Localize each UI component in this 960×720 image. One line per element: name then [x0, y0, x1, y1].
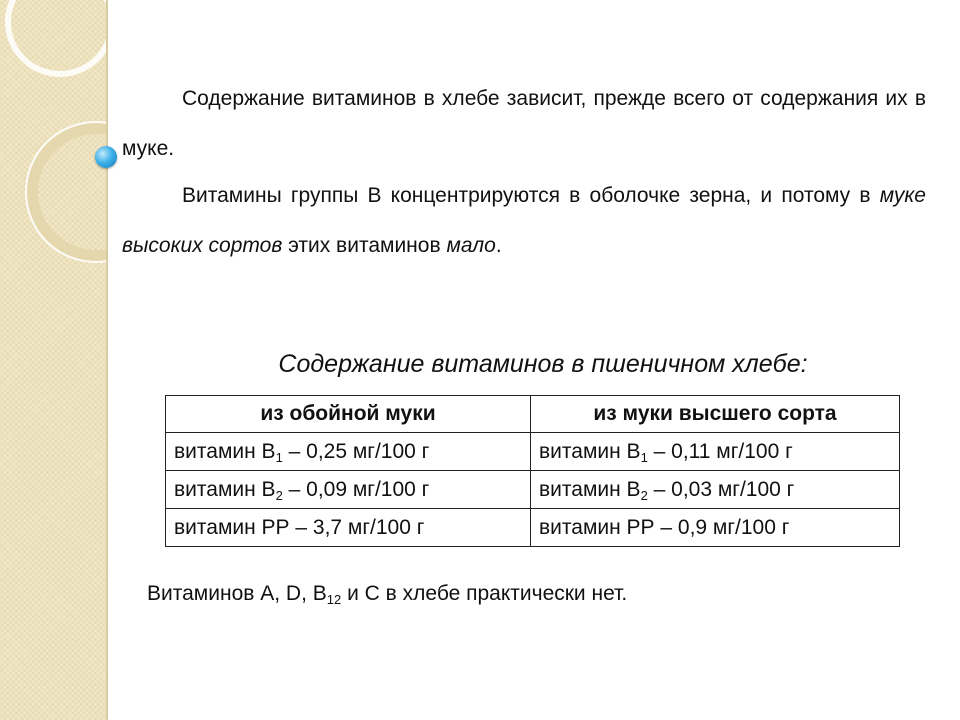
- table-header-row: [166, 396, 900, 433]
- table-row: [166, 509, 900, 547]
- cell-text: витамин В: [539, 439, 641, 463]
- emphasis-little: мало: [446, 234, 496, 257]
- cell-text: витамин В: [174, 439, 276, 463]
- table-cell: [531, 509, 900, 547]
- header-wholemeal-flour: из обойной муки: [166, 396, 531, 433]
- paragraph-text: Витамины группы В концентрируются в оболочке зерна, и потому в: [182, 184, 880, 207]
- cell-text: витамин В: [539, 477, 641, 501]
- cell-subscript: 2: [640, 487, 648, 503]
- note-text: Витаминов А, D, В: [147, 582, 327, 605]
- cell-text: – 0,03 мг/100 г: [647, 477, 795, 501]
- cell-text: витамин В: [174, 477, 276, 501]
- table-row: [166, 471, 900, 509]
- cell-subscript: 1: [275, 449, 283, 465]
- paragraph-text: .: [495, 234, 502, 257]
- intro-paragraph: Содержание витаминов в хлебе зависит, прежде всего от содержания их в муке.: [122, 87, 926, 160]
- cell-text: – 0,09 мг/100 г: [282, 477, 430, 501]
- decorative-side-strip: [0, 0, 108, 720]
- vitamin-b-paragraph: [122, 171, 926, 271]
- cell-text: – 0,11 мг/100 г: [647, 439, 793, 463]
- cell-subscript: 1: [640, 449, 648, 465]
- header-premium-flour: из муки высшего сорта: [531, 396, 900, 433]
- note-subscript: 12: [326, 592, 342, 607]
- table-title: Содержание витаминов в пшеничном хлебе:: [278, 350, 808, 378]
- cell-subscript: 2: [275, 487, 283, 503]
- absent-vitamins-note: [147, 582, 627, 606]
- table-cell: [166, 509, 531, 547]
- cell-text: – 0,25 мг/100 г: [282, 439, 430, 463]
- decorative-circles: [0, 0, 106, 720]
- cell-text: витамин РР – 3,7 мг/100 г: [174, 515, 425, 539]
- bullet-dot-icon: [95, 146, 117, 168]
- table-row: [166, 433, 900, 471]
- table-cell: [166, 471, 531, 509]
- table-cell: [531, 433, 900, 471]
- table-cell: [531, 471, 900, 509]
- cell-text: витамин РР – 0,9 мг/100 г: [539, 515, 790, 539]
- emphasis-high-grade-flour: муке высоких сортов: [122, 184, 926, 257]
- table-cell: [166, 433, 531, 471]
- vitamin-table: [165, 395, 900, 547]
- paragraph-text: этих витаминов: [282, 234, 447, 257]
- note-text: и С в хлебе практически нет.: [341, 582, 628, 605]
